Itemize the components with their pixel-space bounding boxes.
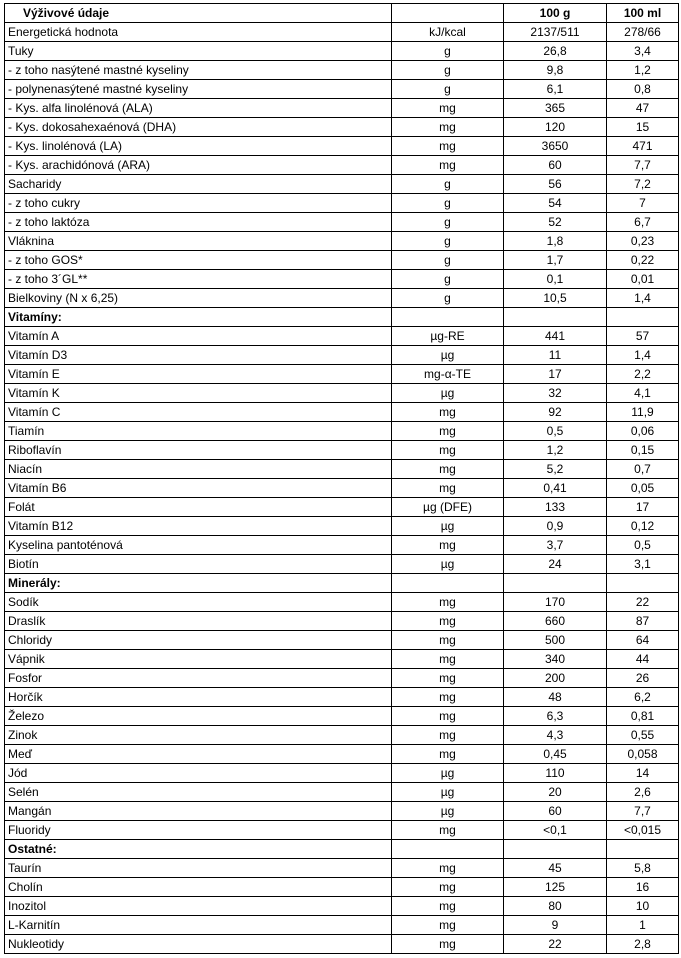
section-label: Minerály: xyxy=(5,574,392,593)
nutrient-name: Cholín xyxy=(5,878,392,897)
value-per-100ml: 0,23 xyxy=(607,232,679,251)
value-per-100ml: 7,2 xyxy=(607,175,679,194)
table-row xyxy=(5,783,679,802)
value-per-100g: 441 xyxy=(504,327,607,346)
value-per-100g: 133 xyxy=(504,498,607,517)
section-100ml-cell xyxy=(607,574,679,593)
value-per-100g: 120 xyxy=(504,118,607,137)
table-row xyxy=(5,213,679,232)
table-row xyxy=(5,536,679,555)
nutrient-unit: µg xyxy=(392,384,504,403)
nutrient-unit: mg xyxy=(392,688,504,707)
nutrient-name: Taurín xyxy=(5,859,392,878)
nutrient-name: Vitamín B12 xyxy=(5,517,392,536)
value-per-100ml: 7,7 xyxy=(607,156,679,175)
value-per-100ml: <0,015 xyxy=(607,821,679,840)
nutrient-name: Sacharidy xyxy=(5,175,392,194)
table-row xyxy=(5,726,679,745)
table-row xyxy=(5,42,679,61)
value-per-100g: 6,1 xyxy=(504,80,607,99)
nutrient-name: - z toho nasýtené mastné kyseliny xyxy=(5,61,392,80)
table-row xyxy=(5,479,679,498)
nutrient-unit: g xyxy=(392,270,504,289)
value-per-100g: 52 xyxy=(504,213,607,232)
nutrient-unit: mg xyxy=(392,669,504,688)
nutrient-name: Mangán xyxy=(5,802,392,821)
nutrient-name: Vitamín A xyxy=(5,327,392,346)
nutrient-unit: mg xyxy=(392,821,504,840)
value-per-100ml: 10 xyxy=(607,897,679,916)
value-per-100ml: 44 xyxy=(607,650,679,669)
value-per-100ml: 0,12 xyxy=(607,517,679,536)
nutrient-unit: µg (DFE) xyxy=(392,498,504,517)
nutrient-name: Inozitol xyxy=(5,897,392,916)
table-body xyxy=(5,23,679,954)
value-per-100ml: 0,05 xyxy=(607,479,679,498)
nutrient-name: L-Karnitín xyxy=(5,916,392,935)
table-row xyxy=(5,365,679,384)
nutrient-unit: g xyxy=(392,194,504,213)
value-per-100ml: 0,7 xyxy=(607,460,679,479)
value-per-100ml: 2,8 xyxy=(607,935,679,954)
section-100g-cell xyxy=(504,840,607,859)
value-per-100g: 48 xyxy=(504,688,607,707)
table-row xyxy=(5,631,679,650)
section-unit-cell xyxy=(392,308,504,327)
value-per-100g: 11 xyxy=(504,346,607,365)
nutrient-name: Meď xyxy=(5,745,392,764)
section-header-row xyxy=(5,840,679,859)
nutrient-name: - z toho 3´GL** xyxy=(5,270,392,289)
nutrient-unit: µg xyxy=(392,783,504,802)
table-row xyxy=(5,289,679,308)
value-per-100g: 80 xyxy=(504,897,607,916)
nutrient-unit: g xyxy=(392,232,504,251)
value-per-100ml: 0,22 xyxy=(607,251,679,270)
nutrient-unit: µg xyxy=(392,802,504,821)
nutrient-unit: mg xyxy=(392,745,504,764)
nutrient-unit: mg xyxy=(392,118,504,137)
nutrient-name: Železo xyxy=(5,707,392,726)
value-per-100ml: 57 xyxy=(607,327,679,346)
nutrition-table xyxy=(4,3,679,954)
value-per-100g: 24 xyxy=(504,555,607,574)
value-per-100g: 60 xyxy=(504,156,607,175)
nutrient-name: Vitamín B6 xyxy=(5,479,392,498)
value-per-100ml: 0,01 xyxy=(607,270,679,289)
section-100ml-cell xyxy=(607,840,679,859)
value-per-100g: 1,7 xyxy=(504,251,607,270)
value-per-100g: 92 xyxy=(504,403,607,422)
value-per-100g: 60 xyxy=(504,802,607,821)
nutrient-name: - Kys. linolénová (LA) xyxy=(5,137,392,156)
value-per-100g: 10,5 xyxy=(504,289,607,308)
nutrient-name: Vitamín K xyxy=(5,384,392,403)
value-per-100ml: 1,4 xyxy=(607,289,679,308)
nutrient-unit: g xyxy=(392,213,504,232)
value-per-100ml: 1,4 xyxy=(607,346,679,365)
value-per-100g: 200 xyxy=(504,669,607,688)
nutrient-unit: µg xyxy=(392,346,504,365)
table-row xyxy=(5,327,679,346)
value-per-100ml: 0,5 xyxy=(607,536,679,555)
nutrient-unit: g xyxy=(392,175,504,194)
value-per-100g: 3,7 xyxy=(504,536,607,555)
section-unit-cell xyxy=(392,840,504,859)
table-row xyxy=(5,80,679,99)
value-per-100ml: 0,06 xyxy=(607,422,679,441)
value-per-100ml: 17 xyxy=(607,498,679,517)
value-per-100ml: 15 xyxy=(607,118,679,137)
value-per-100ml: 6,2 xyxy=(607,688,679,707)
table-row xyxy=(5,802,679,821)
value-per-100ml: 11,9 xyxy=(607,403,679,422)
value-per-100ml: 3,4 xyxy=(607,42,679,61)
table-row xyxy=(5,916,679,935)
nutrient-name: Draslík xyxy=(5,612,392,631)
header-unit xyxy=(392,4,504,23)
table-row xyxy=(5,232,679,251)
nutrient-name: Selén xyxy=(5,783,392,802)
table-row xyxy=(5,441,679,460)
nutrient-name: Tiamín xyxy=(5,422,392,441)
value-per-100g: 22 xyxy=(504,935,607,954)
nutrient-unit: mg xyxy=(392,479,504,498)
value-per-100g: 365 xyxy=(504,99,607,118)
table-row xyxy=(5,251,679,270)
nutrient-name: Biotín xyxy=(5,555,392,574)
value-per-100ml: 47 xyxy=(607,99,679,118)
value-per-100g: 9 xyxy=(504,916,607,935)
value-per-100g: 660 xyxy=(504,612,607,631)
nutrient-name: Vláknina xyxy=(5,232,392,251)
value-per-100g: 0,41 xyxy=(504,479,607,498)
nutrient-unit: µg xyxy=(392,764,504,783)
value-per-100g: 54 xyxy=(504,194,607,213)
nutrient-name: - z toho cukry xyxy=(5,194,392,213)
nutrient-unit: mg xyxy=(392,593,504,612)
table-row xyxy=(5,745,679,764)
nutrient-name: - z toho laktóza xyxy=(5,213,392,232)
table-row xyxy=(5,669,679,688)
section-label: Vitamíny: xyxy=(5,308,392,327)
value-per-100ml: 26 xyxy=(607,669,679,688)
value-per-100g: 17 xyxy=(504,365,607,384)
table-row xyxy=(5,23,679,42)
value-per-100ml: 0,058 xyxy=(607,745,679,764)
section-header-row xyxy=(5,574,679,593)
nutrient-name: Vitamín C xyxy=(5,403,392,422)
value-per-100ml: 64 xyxy=(607,631,679,650)
nutrient-name: Vitamín E xyxy=(5,365,392,384)
table-row xyxy=(5,422,679,441)
table-row xyxy=(5,118,679,137)
nutrient-name: Vitamín D3 xyxy=(5,346,392,365)
nutrient-unit: mg xyxy=(392,137,504,156)
nutrient-name: - z toho GOS* xyxy=(5,251,392,270)
table-row xyxy=(5,593,679,612)
value-per-100g: 9,8 xyxy=(504,61,607,80)
nutrient-unit: µg-RE xyxy=(392,327,504,346)
value-per-100ml: 1 xyxy=(607,916,679,935)
value-per-100g: 0,9 xyxy=(504,517,607,536)
value-per-100g: 500 xyxy=(504,631,607,650)
nutrient-name: Fluoridy xyxy=(5,821,392,840)
value-per-100g: 32 xyxy=(504,384,607,403)
table-row xyxy=(5,612,679,631)
nutrient-unit: mg xyxy=(392,859,504,878)
nutrient-unit: mg xyxy=(392,536,504,555)
table-row xyxy=(5,61,679,80)
value-per-100g: 110 xyxy=(504,764,607,783)
value-per-100g: 56 xyxy=(504,175,607,194)
nutrient-unit: mg xyxy=(392,612,504,631)
table-row xyxy=(5,935,679,954)
nutrient-unit: kJ/kcal xyxy=(392,23,504,42)
value-per-100ml: 0,8 xyxy=(607,80,679,99)
nutrient-name: - Kys. alfa linolénová (ALA) xyxy=(5,99,392,118)
value-per-100g: 4,3 xyxy=(504,726,607,745)
nutrient-unit: µg xyxy=(392,555,504,574)
table-header-row xyxy=(5,4,679,23)
nutrient-unit: mg xyxy=(392,460,504,479)
nutrient-unit: g xyxy=(392,42,504,61)
nutrient-unit: mg xyxy=(392,935,504,954)
table-row xyxy=(5,897,679,916)
value-per-100g: 0,5 xyxy=(504,422,607,441)
section-unit-cell xyxy=(392,574,504,593)
nutrient-name: Jód xyxy=(5,764,392,783)
table-row xyxy=(5,764,679,783)
table-row xyxy=(5,498,679,517)
table-row xyxy=(5,707,679,726)
value-per-100ml: 5,8 xyxy=(607,859,679,878)
value-per-100ml: 16 xyxy=(607,878,679,897)
nutrient-name: Tuky xyxy=(5,42,392,61)
nutrient-unit: mg xyxy=(392,99,504,118)
value-per-100g: 0,45 xyxy=(504,745,607,764)
section-header-row xyxy=(5,308,679,327)
value-per-100ml: 7,7 xyxy=(607,802,679,821)
table-row xyxy=(5,650,679,669)
nutrition-table-container xyxy=(4,3,678,954)
nutrient-unit: mg xyxy=(392,878,504,897)
nutrient-name: Energetická hodnota xyxy=(5,23,392,42)
value-per-100g: 20 xyxy=(504,783,607,802)
value-per-100g: 2137/511 xyxy=(504,23,607,42)
nutrient-name: Niacín xyxy=(5,460,392,479)
nutrient-unit: mg xyxy=(392,403,504,422)
value-per-100ml: 87 xyxy=(607,612,679,631)
header-per-100g: 100 g xyxy=(504,4,607,23)
value-per-100g: 5,2 xyxy=(504,460,607,479)
value-per-100g: 1,2 xyxy=(504,441,607,460)
value-per-100ml: 22 xyxy=(607,593,679,612)
value-per-100g: 45 xyxy=(504,859,607,878)
table-row xyxy=(5,517,679,536)
nutrient-name: Fosfor xyxy=(5,669,392,688)
value-per-100ml: 1,2 xyxy=(607,61,679,80)
value-per-100ml: 4,1 xyxy=(607,384,679,403)
section-label: Ostatné: xyxy=(5,840,392,859)
value-per-100ml: 2,2 xyxy=(607,365,679,384)
nutrient-name: Chloridy xyxy=(5,631,392,650)
value-per-100g: 170 xyxy=(504,593,607,612)
nutrient-unit: g xyxy=(392,251,504,270)
nutrient-unit: mg xyxy=(392,707,504,726)
value-per-100ml: 7 xyxy=(607,194,679,213)
header-per-100ml: 100 ml xyxy=(607,4,679,23)
nutrient-name: Zinok xyxy=(5,726,392,745)
table-row xyxy=(5,270,679,289)
nutrient-name: Nukleotidy xyxy=(5,935,392,954)
table-row xyxy=(5,137,679,156)
value-per-100ml: 278/66 xyxy=(607,23,679,42)
nutrient-name: Riboflavín xyxy=(5,441,392,460)
value-per-100ml: 0,81 xyxy=(607,707,679,726)
nutrient-unit: mg xyxy=(392,650,504,669)
table-row xyxy=(5,859,679,878)
table-row xyxy=(5,175,679,194)
value-per-100ml: 2,6 xyxy=(607,783,679,802)
value-per-100g: 340 xyxy=(504,650,607,669)
value-per-100g: 125 xyxy=(504,878,607,897)
nutrient-unit: mg xyxy=(392,156,504,175)
table-row xyxy=(5,688,679,707)
value-per-100g: 1,8 xyxy=(504,232,607,251)
nutrient-name: Sodík xyxy=(5,593,392,612)
value-per-100ml: 6,7 xyxy=(607,213,679,232)
value-per-100ml: 3,1 xyxy=(607,555,679,574)
nutrient-unit: µg xyxy=(392,517,504,536)
header-title: Výživové údaje xyxy=(5,4,392,23)
nutrient-name: Vápnik xyxy=(5,650,392,669)
value-per-100ml: 0,55 xyxy=(607,726,679,745)
nutrient-unit: mg-α-TE xyxy=(392,365,504,384)
nutrient-unit: g xyxy=(392,80,504,99)
nutrient-name: - polynenasýtené mastné kyseliny xyxy=(5,80,392,99)
section-100ml-cell xyxy=(607,308,679,327)
nutrient-name: Kyselina pantoténová xyxy=(5,536,392,555)
nutrient-unit: mg xyxy=(392,631,504,650)
section-100g-cell xyxy=(504,308,607,327)
nutrient-unit: mg xyxy=(392,726,504,745)
table-row xyxy=(5,821,679,840)
table-row xyxy=(5,156,679,175)
table-row xyxy=(5,346,679,365)
nutrient-unit: mg xyxy=(392,916,504,935)
value-per-100g: 26,8 xyxy=(504,42,607,61)
nutrient-unit: mg xyxy=(392,422,504,441)
value-per-100g: 0,1 xyxy=(504,270,607,289)
nutrient-unit: g xyxy=(392,61,504,80)
nutrient-name: Bielkoviny (N x 6,25) xyxy=(5,289,392,308)
nutrient-name: - Kys. arachidónová (ARA) xyxy=(5,156,392,175)
value-per-100ml: 0,15 xyxy=(607,441,679,460)
table-row xyxy=(5,555,679,574)
value-per-100ml: 14 xyxy=(607,764,679,783)
nutrient-name: Horčík xyxy=(5,688,392,707)
value-per-100g: 3650 xyxy=(504,137,607,156)
section-100g-cell xyxy=(504,574,607,593)
nutrient-unit: g xyxy=(392,289,504,308)
table-row xyxy=(5,99,679,118)
value-per-100g: <0,1 xyxy=(504,821,607,840)
table-row xyxy=(5,194,679,213)
table-row xyxy=(5,878,679,897)
nutrient-name: Folát xyxy=(5,498,392,517)
value-per-100g: 6,3 xyxy=(504,707,607,726)
nutrient-unit: mg xyxy=(392,897,504,916)
table-row xyxy=(5,460,679,479)
value-per-100ml: 471 xyxy=(607,137,679,156)
nutrient-unit: mg xyxy=(392,441,504,460)
table-row xyxy=(5,384,679,403)
nutrient-name: - Kys. dokosahexaénová (DHA) xyxy=(5,118,392,137)
table-row xyxy=(5,403,679,422)
